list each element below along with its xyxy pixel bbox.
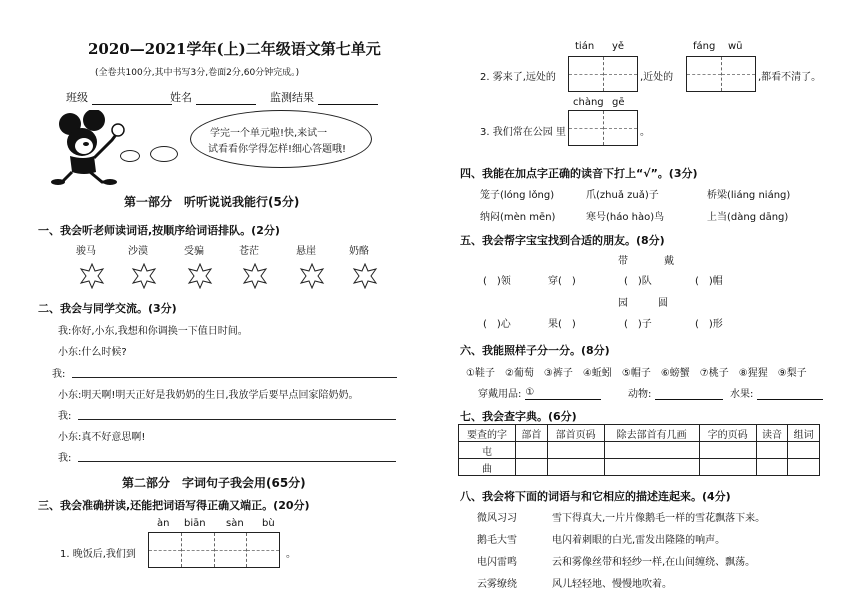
table-header: 字的页码: [699, 425, 756, 442]
table-header: 部首页码: [547, 425, 604, 442]
table-header: 要查的字: [459, 425, 516, 442]
pronunciation-item[interactable]: 爪(zhuǎ zuǎ)子: [586, 190, 659, 201]
table-row: [459, 442, 820, 459]
dialogue-line: 我:: [52, 369, 66, 380]
match-word[interactable]: 鹅毛大雪: [477, 535, 517, 546]
exam-title: 2020—2021学年(上)二年级语文第七单元: [88, 40, 381, 58]
pinyin: biān: [184, 518, 206, 529]
class-field[interactable]: [92, 92, 172, 105]
answer-cell[interactable]: [756, 459, 788, 476]
answer-line[interactable]: [78, 461, 396, 462]
blank-item[interactable]: 果( ): [548, 319, 576, 330]
answer-line[interactable]: [72, 377, 397, 378]
answer-cell[interactable]: [756, 442, 788, 459]
q4-title: 四、我能在加点字正确的读音下打上“√”。(3分): [460, 167, 698, 180]
pronunciation-item[interactable]: 笼子(lóng lǒng): [480, 190, 555, 201]
answer-cell[interactable]: [547, 459, 604, 476]
result-field[interactable]: [318, 92, 378, 105]
table-header: 读音: [756, 425, 788, 442]
dialogue-line: 小东:真不好意思啊!: [58, 432, 146, 443]
pinyin: gē: [612, 97, 625, 108]
table-cell: 屯: [459, 442, 516, 459]
category-animal-field[interactable]: [655, 387, 723, 400]
part1-title: 第一部分 听听说说我能行(5分): [124, 195, 300, 209]
q3-item2-text: 2. 雾来了,远处的: [480, 72, 556, 83]
dialogue-line: 小东:明天啊!明天正好是我奶奶的生日,我放学后要早点回家陪奶奶。: [58, 390, 359, 401]
name-field[interactable]: [196, 92, 256, 105]
tianzige-box[interactable]: [568, 56, 638, 92]
q6-category: 水果:: [730, 385, 823, 400]
char-pair: 圆: [658, 298, 668, 309]
answer-cell[interactable]: [604, 442, 699, 459]
pinyin: fáng: [693, 41, 716, 52]
pinyin: wū: [728, 41, 743, 52]
speech-bubble: [190, 110, 372, 168]
q3-item2-end: ,都看不清了。: [758, 72, 822, 83]
q1-title: 一、我会听老师读词语,按顺序给词语排队。(2分): [38, 224, 280, 237]
q6-items: ①鞋子 ②葡萄 ③裤子 ④蚯蚓 ⑤帽子 ⑥螃蟹 ⑦桃子 ⑧猩猩 ⑨梨子: [466, 368, 807, 379]
q6-category: 穿戴用品: ①: [478, 385, 601, 400]
q3-title: 三、我会准确拼读,还能把词语写得正确又端正。(20分): [38, 499, 310, 512]
answer-cell[interactable]: [699, 442, 756, 459]
q3-item1-end: 。: [286, 549, 296, 560]
match-word[interactable]: 微风习习: [477, 513, 517, 524]
blank-item[interactable]: ( )心: [483, 319, 511, 330]
pronunciation-item[interactable]: 寒号(háo hào)鸟: [586, 212, 665, 223]
q1-word: 受骗: [184, 246, 204, 257]
blank-item[interactable]: 穿( ): [548, 276, 576, 287]
pinyin: yě: [612, 41, 625, 52]
answer-cell[interactable]: [516, 442, 548, 459]
answer-line[interactable]: [78, 419, 396, 420]
dialogue-line: 我:: [58, 411, 72, 422]
match-word[interactable]: 云雾缭绕: [477, 579, 517, 590]
blank-item[interactable]: ( )帽: [695, 276, 723, 287]
order-star-icon[interactable]: [242, 263, 268, 289]
table-header-row: [459, 425, 820, 442]
q6-title: 六、我能照样子分一分。(8分): [460, 344, 610, 357]
answer-cell[interactable]: [547, 442, 604, 459]
match-description[interactable]: 风儿轻轻地、慢慢地吹着。: [552, 579, 672, 590]
blank-item[interactable]: ( )形: [695, 319, 723, 330]
pronunciation-item[interactable]: 纳闷(mèn mēn): [480, 212, 556, 223]
class-label: 班级: [66, 89, 172, 105]
blank-item[interactable]: ( )领: [483, 276, 511, 287]
q8-title: 八、我会将下面的词语与和它相应的描述连起来。(4分): [460, 490, 731, 503]
pronunciation-item[interactable]: 桥梁(liáng niáng): [707, 190, 791, 201]
pinyin: sàn: [226, 518, 244, 529]
q2-title: 二、我会与同学交流。(3分): [38, 302, 177, 315]
table-header: 除去部首有几画: [604, 425, 699, 442]
dialogue-line: 小东:什么时候?: [58, 347, 127, 358]
q1-word: 骏马: [76, 246, 96, 257]
answer-cell[interactable]: [788, 442, 820, 459]
q1-word: 奶酪: [349, 246, 369, 257]
exam-note: (全卷共100分,其中书写3分,卷面2分,60分钟完成。): [95, 68, 300, 78]
pinyin: tián: [575, 41, 595, 52]
order-star-icon[interactable]: [79, 263, 105, 289]
table-header: 组词: [788, 425, 820, 442]
q3-item3-end: 。: [640, 127, 650, 138]
answer-cell[interactable]: [604, 459, 699, 476]
tianzige-box[interactable]: [568, 110, 638, 146]
table-header: 部首: [516, 425, 548, 442]
match-word[interactable]: 电闪雷鸣: [477, 557, 517, 568]
q3-item3-text: 3. 我们常在公园 里: [480, 127, 566, 138]
match-description[interactable]: 电闪着刺眼的白光,雷发出隆隆的响声。: [552, 535, 726, 546]
pinyin: àn: [157, 518, 170, 529]
match-description[interactable]: 云和雾像丝带和轻纱一样,在山间缠绕、飘荡。: [552, 557, 756, 568]
name-label: 姓名: [170, 89, 256, 105]
char-pair: 戴: [664, 256, 674, 267]
q1-word: 沙漠: [128, 246, 148, 257]
bubble-dot-large: [150, 146, 178, 162]
order-star-icon[interactable]: [299, 263, 325, 289]
bubble-line2: 试看看你学得怎样!细心答题哦!: [208, 144, 347, 155]
category-clothing-field[interactable]: ①: [525, 387, 601, 400]
tianzige-box[interactable]: [148, 532, 280, 568]
category-fruit-field[interactable]: [757, 387, 823, 400]
char-pair: 带: [618, 256, 628, 267]
answer-cell[interactable]: [699, 459, 756, 476]
char-pair: 园: [618, 298, 628, 309]
q7-title: 七、我会查字典。(6分): [460, 410, 577, 423]
match-description[interactable]: 雪下得真大,一片片像鹅毛一样的雪花飘落下来。: [552, 513, 766, 524]
bubble-line1: 学完一个单元啦!快,来试一: [210, 128, 328, 139]
q3-item2-mid: ,近处的: [640, 72, 674, 83]
blank-item[interactable]: ( )子: [624, 319, 652, 330]
pinyin: bù: [262, 518, 275, 529]
q3-item1-text: 1. 晚饭后,我们到: [60, 549, 136, 560]
q1-word: 悬崖: [296, 246, 316, 257]
order-star-icon[interactable]: [131, 263, 157, 289]
answer-cell[interactable]: [788, 459, 820, 476]
q6-category: 动物:: [628, 385, 723, 400]
mickey-mouse-icon: [50, 110, 128, 186]
part2-title: 第二部分 字词句子我会用(65分): [122, 476, 306, 490]
dialogue-line: 我:你好,小东,我想和你调换一下值日时间。: [58, 326, 248, 337]
dictionary-table: [458, 424, 820, 476]
order-star-icon[interactable]: [352, 263, 378, 289]
table-cell: 曲: [459, 459, 516, 476]
pronunciation-item[interactable]: 上当(dàng dāng): [707, 212, 789, 223]
bubble-dot-small: [120, 150, 140, 162]
answer-cell[interactable]: [516, 459, 548, 476]
blank-item[interactable]: ( )队: [624, 276, 652, 287]
table-row: [459, 459, 820, 476]
q1-word: 苍茫: [239, 246, 259, 257]
order-star-icon[interactable]: [187, 263, 213, 289]
dialogue-line: 我:: [58, 453, 72, 464]
tianzige-box[interactable]: [686, 56, 756, 92]
q5-title: 五、我会帮字宝宝找到合适的朋友。(8分): [460, 234, 665, 247]
pinyin: chàng: [573, 97, 604, 108]
result-label: 监测结果: [270, 89, 378, 105]
